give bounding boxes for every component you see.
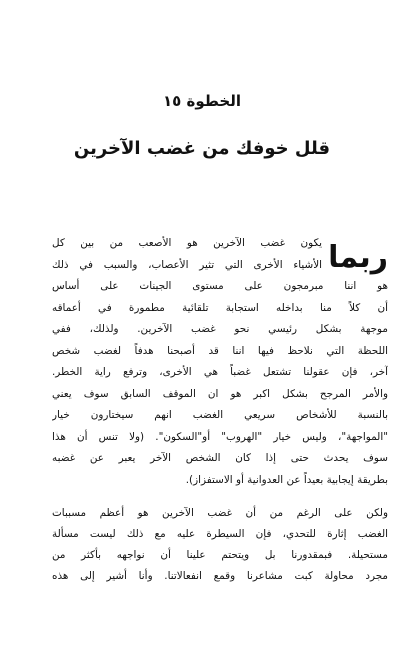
- text-line: بالنسبة للأشخاص سريعي الغضب انهم سيختارون خيار: [52, 409, 388, 421]
- text-line: بطريقة إيجابية بعيداً عن العدوانية أو الاستفزاز).: [185, 473, 388, 486]
- text-line: "المواجهة"، وليس خيار "الهروب" أو"السكون". (ولا تنس أن هذا: [52, 430, 388, 443]
- step-title: الخطوة ١٥: [163, 92, 241, 110]
- text-line: مستحيلة. فبمقدورنا بل ويتحتم علينا أن نواجهه بأكثر من: [52, 549, 388, 561]
- text-line: مجرد محاولة كبت مشاعرنا وقمع انفعالاتنا. وأنا أشير إلى هذه: [52, 570, 388, 582]
- text-line: موجهة بشكل رئيسي نحو غضب الآخرين. ولذلك، ففي: [52, 323, 388, 335]
- text-line: اللحظة التي نلاحظ فيها اننا قد أصبحنا هدفاً لغضب شخص: [52, 344, 388, 357]
- text-line: الغضب إثارة للتحدي، فإن السيطرة عليه مع ذلك ليست مسألة: [52, 528, 388, 540]
- dropcap-word: ربما: [328, 240, 388, 275]
- paragraph-2: [52, 503, 388, 587]
- text-line: ولكن على الرغم من أن غضب الآخرين هو أعظم مسببات: [52, 507, 388, 519]
- text-line: سوف يحدث حتى إذا كان الشخص الآخر يعبر عن غضبه: [52, 452, 388, 464]
- text-line: والأمر المرجح بشكل اكبر هو ان الموقف السابق سوف يعني: [52, 387, 388, 400]
- chapter-subtitle: قلل خوفك من غضب الآخرين: [73, 138, 331, 159]
- text-line: أن كلاً منا بداخله استجابة تلقائية مطمورة في أعماقه: [52, 301, 388, 314]
- text-line: الأشياء الأخرى التي تثير الأعصاب، والسبب في ذلك: [52, 258, 323, 271]
- paragraph-1: [52, 233, 388, 491]
- text-line: آخر، فإن عقولنا تشتعل غضباً هي الأخرى، وترفع راية الخطر.: [52, 366, 388, 378]
- text-line: هو اننا مبرمجون على مستوى الجينات على أساس: [52, 280, 388, 292]
- text-line: يكون غضب الآخرين هو الأصعب من بين كل: [52, 237, 323, 249]
